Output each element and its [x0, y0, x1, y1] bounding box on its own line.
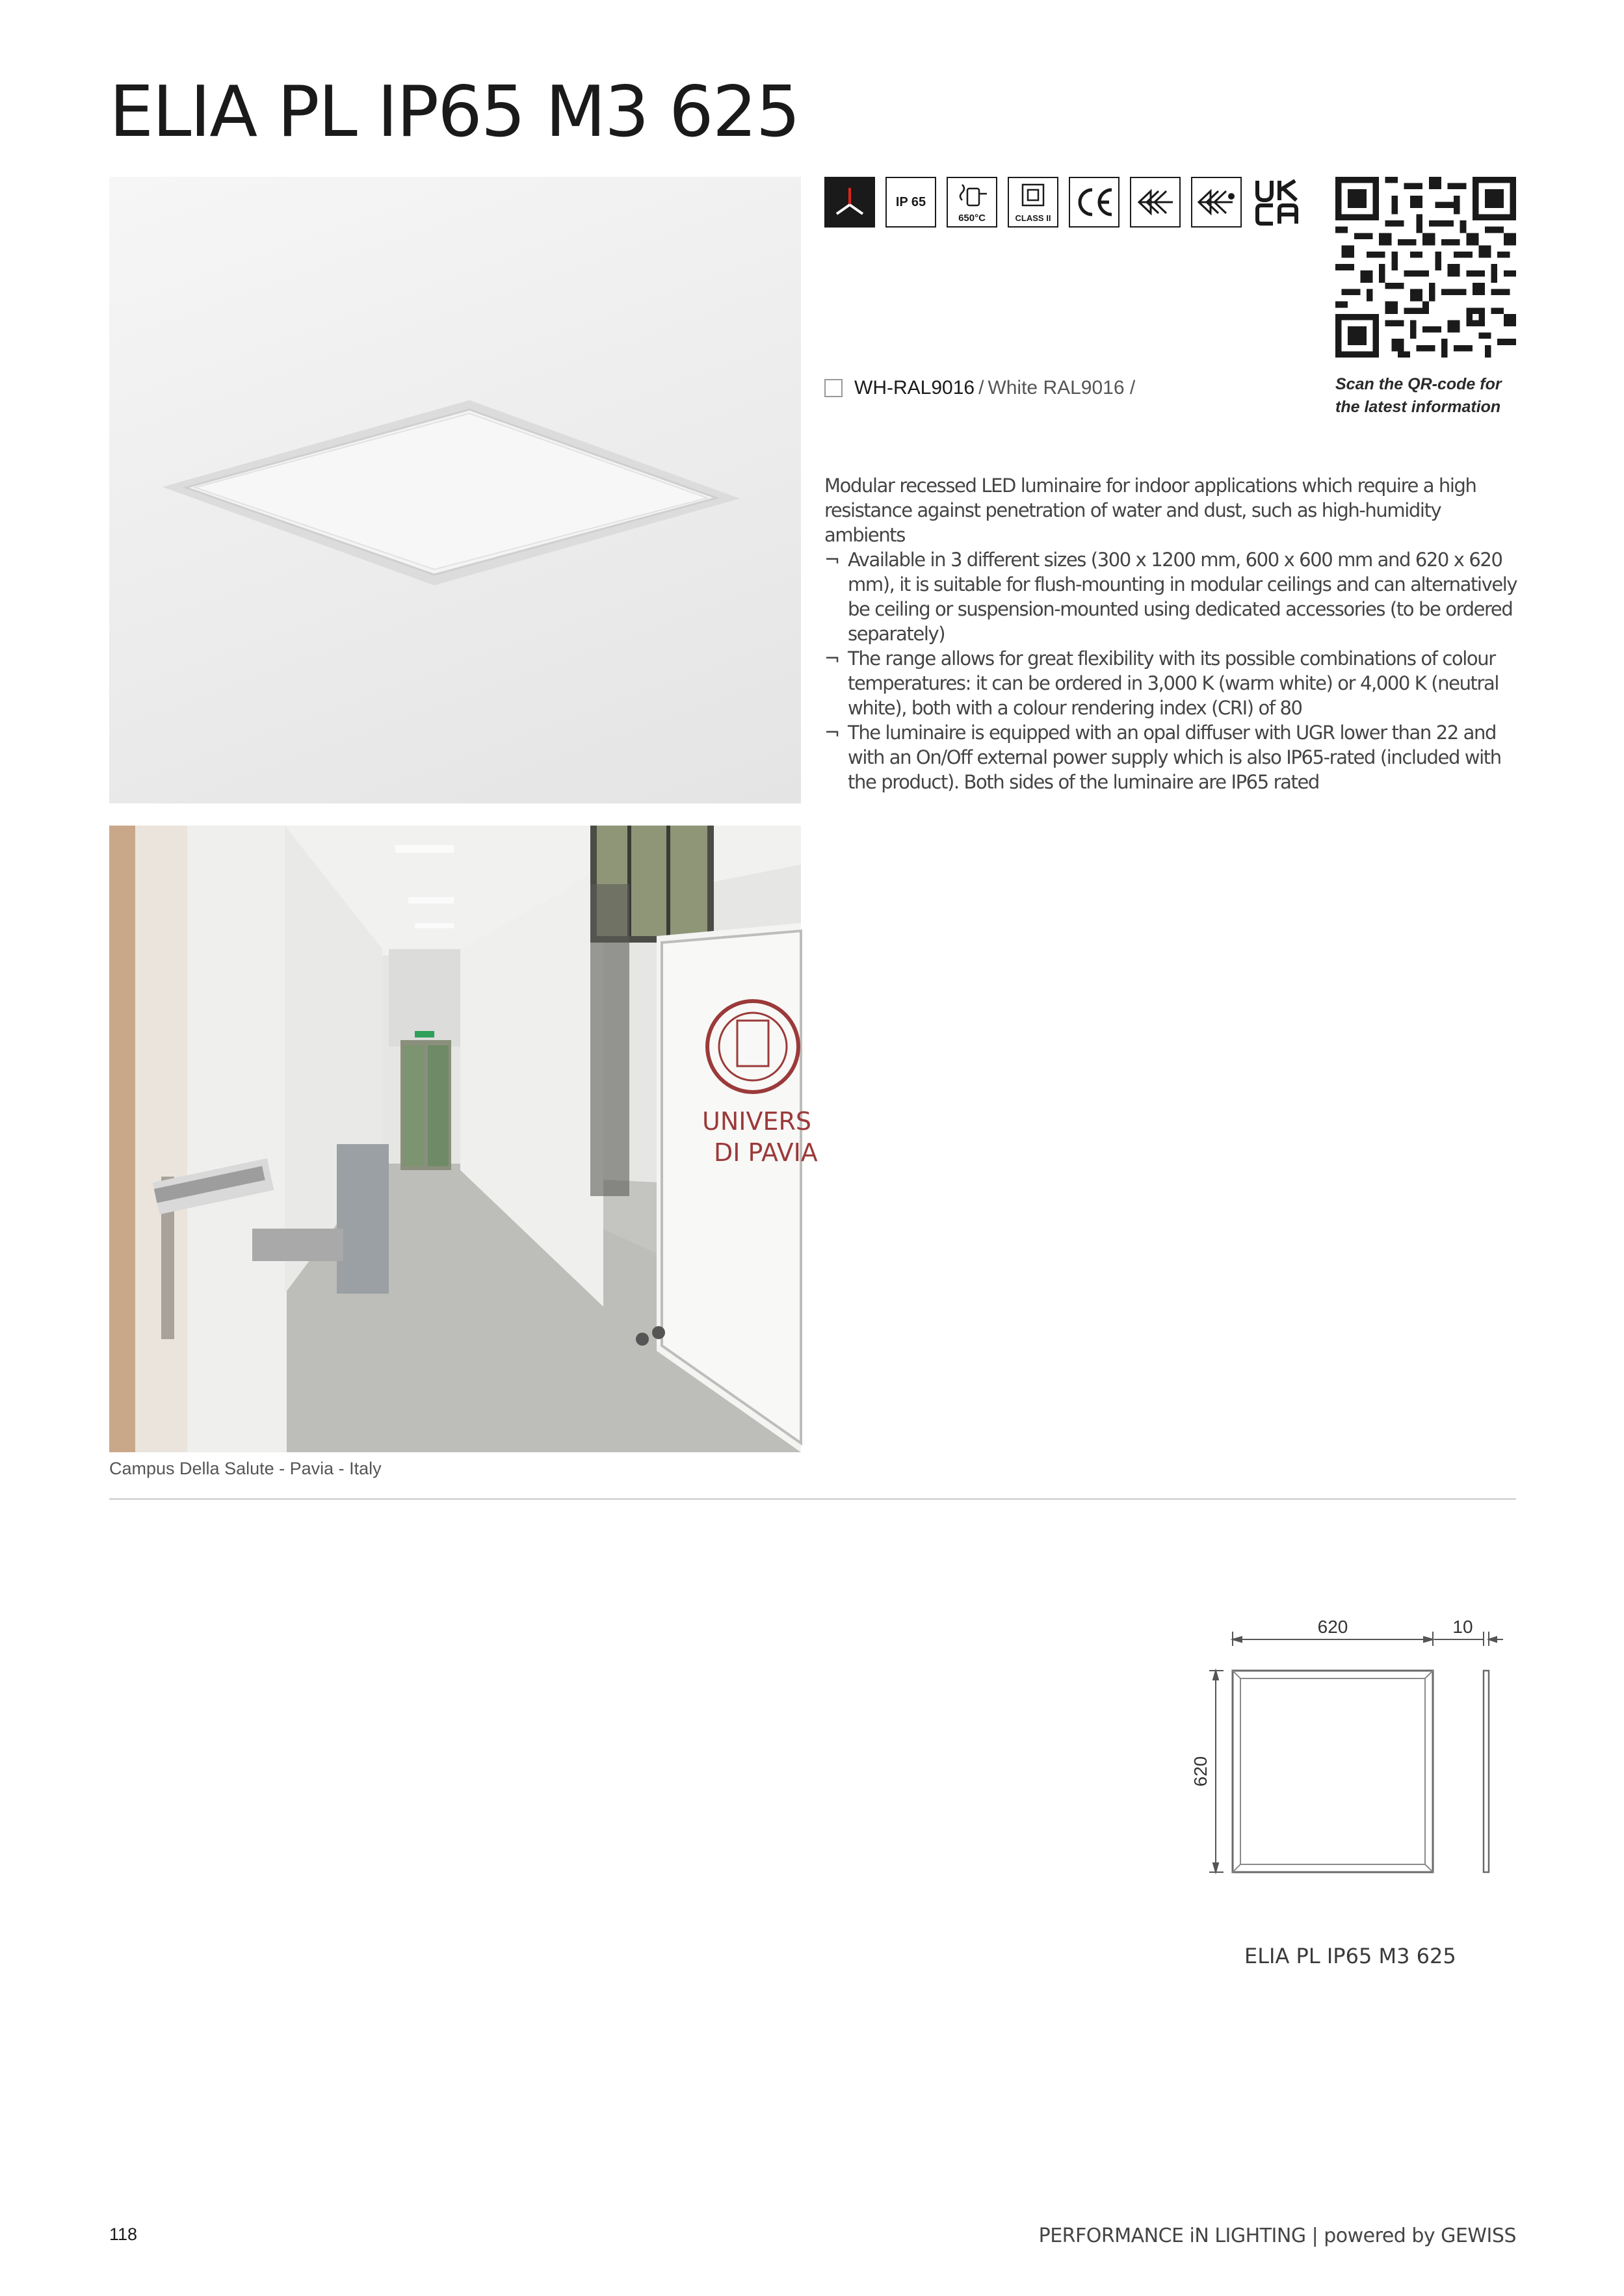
- finish-name: White RAL9016 /: [988, 377, 1136, 398]
- ip65-label: IP 65: [895, 194, 926, 209]
- footer-text: PERFORMANCE iN LIGHTING | powered by GEWISS: [1038, 2224, 1516, 2247]
- finish-separator: /: [978, 377, 984, 398]
- drawing-caption: ELIA PL IP65 M3 625: [1244, 1944, 1456, 1968]
- technical-drawing: [1183, 1612, 1521, 1885]
- description-intro: Modular recessed LED luminaire for indoor applications which require a high resistance against penetration of water and dust, such as high-humidity ambients: [824, 475, 1476, 546]
- feature-item: ¬ Available in 3 different sizes (300 x 1200 mm, 600 x 600 mm and 620 x 620 mm), it is suitable for flush-mounting in modular ceilings and can alternatively be ceiling or suspension-mounted using dedicated accessories (to be ordered separately): [824, 547, 1520, 646]
- page-title: ELIA PL IP65 M3 625: [109, 72, 800, 153]
- section-divider: [109, 1498, 1516, 1500]
- enec-icon: [1130, 177, 1181, 228]
- corridor-photo: [109, 826, 818, 1452]
- glow-wire-icon: [947, 177, 997, 228]
- luminaire-type-icon: [824, 177, 875, 228]
- feature-list: [824, 547, 1520, 794]
- finish-option[interactable]: [824, 377, 1135, 399]
- ukca-icon: [1252, 177, 1303, 228]
- photo-caption: Campus Della Salute - Pavia - Italy: [109, 1459, 382, 1478]
- class-ii-label: CLASS II: [1015, 213, 1051, 223]
- qr-caption: Scan the QR-code for the latest information: [1335, 375, 1502, 416]
- finish-code: WH-RAL9016: [854, 377, 975, 398]
- finish-swatch[interactable]: [824, 379, 843, 397]
- feature-item: ¬ The luminaire is equipped with an opal diffuser with UGR lower than 22 and with an On/Off external power supply which is also IP65-rated (included with the product). Both sides of the luminaire are IP65 rated: [824, 720, 1520, 794]
- depth-dimension: 10: [1452, 1617, 1473, 1637]
- feature-item: ¬ The range allows for great flexibility with its possible combinations of colour temperatures: it can be ordered in 3,000 K (warm white) or 4,000 K (neutral white), both with a colour rendering index (CRI) of 80: [824, 646, 1520, 720]
- banner-text-line1: UNIVERS: [702, 1107, 811, 1136]
- banner-text-line2: DI PAVIA: [714, 1138, 818, 1167]
- class-ii-icon: [1008, 177, 1058, 228]
- glow-wire-label: 650°C: [958, 213, 986, 224]
- qr-code[interactable]: [1335, 177, 1516, 358]
- product-photo: [109, 177, 801, 803]
- width-dimension: 620: [1317, 1617, 1348, 1637]
- ce-mark-icon: [1069, 177, 1120, 228]
- product-description: [824, 473, 1520, 794]
- height-dimension: 620: [1190, 1756, 1211, 1787]
- enec-plus-icon: [1191, 177, 1242, 228]
- page-number: 118: [109, 2224, 138, 2244]
- ip65-icon: [885, 177, 936, 228]
